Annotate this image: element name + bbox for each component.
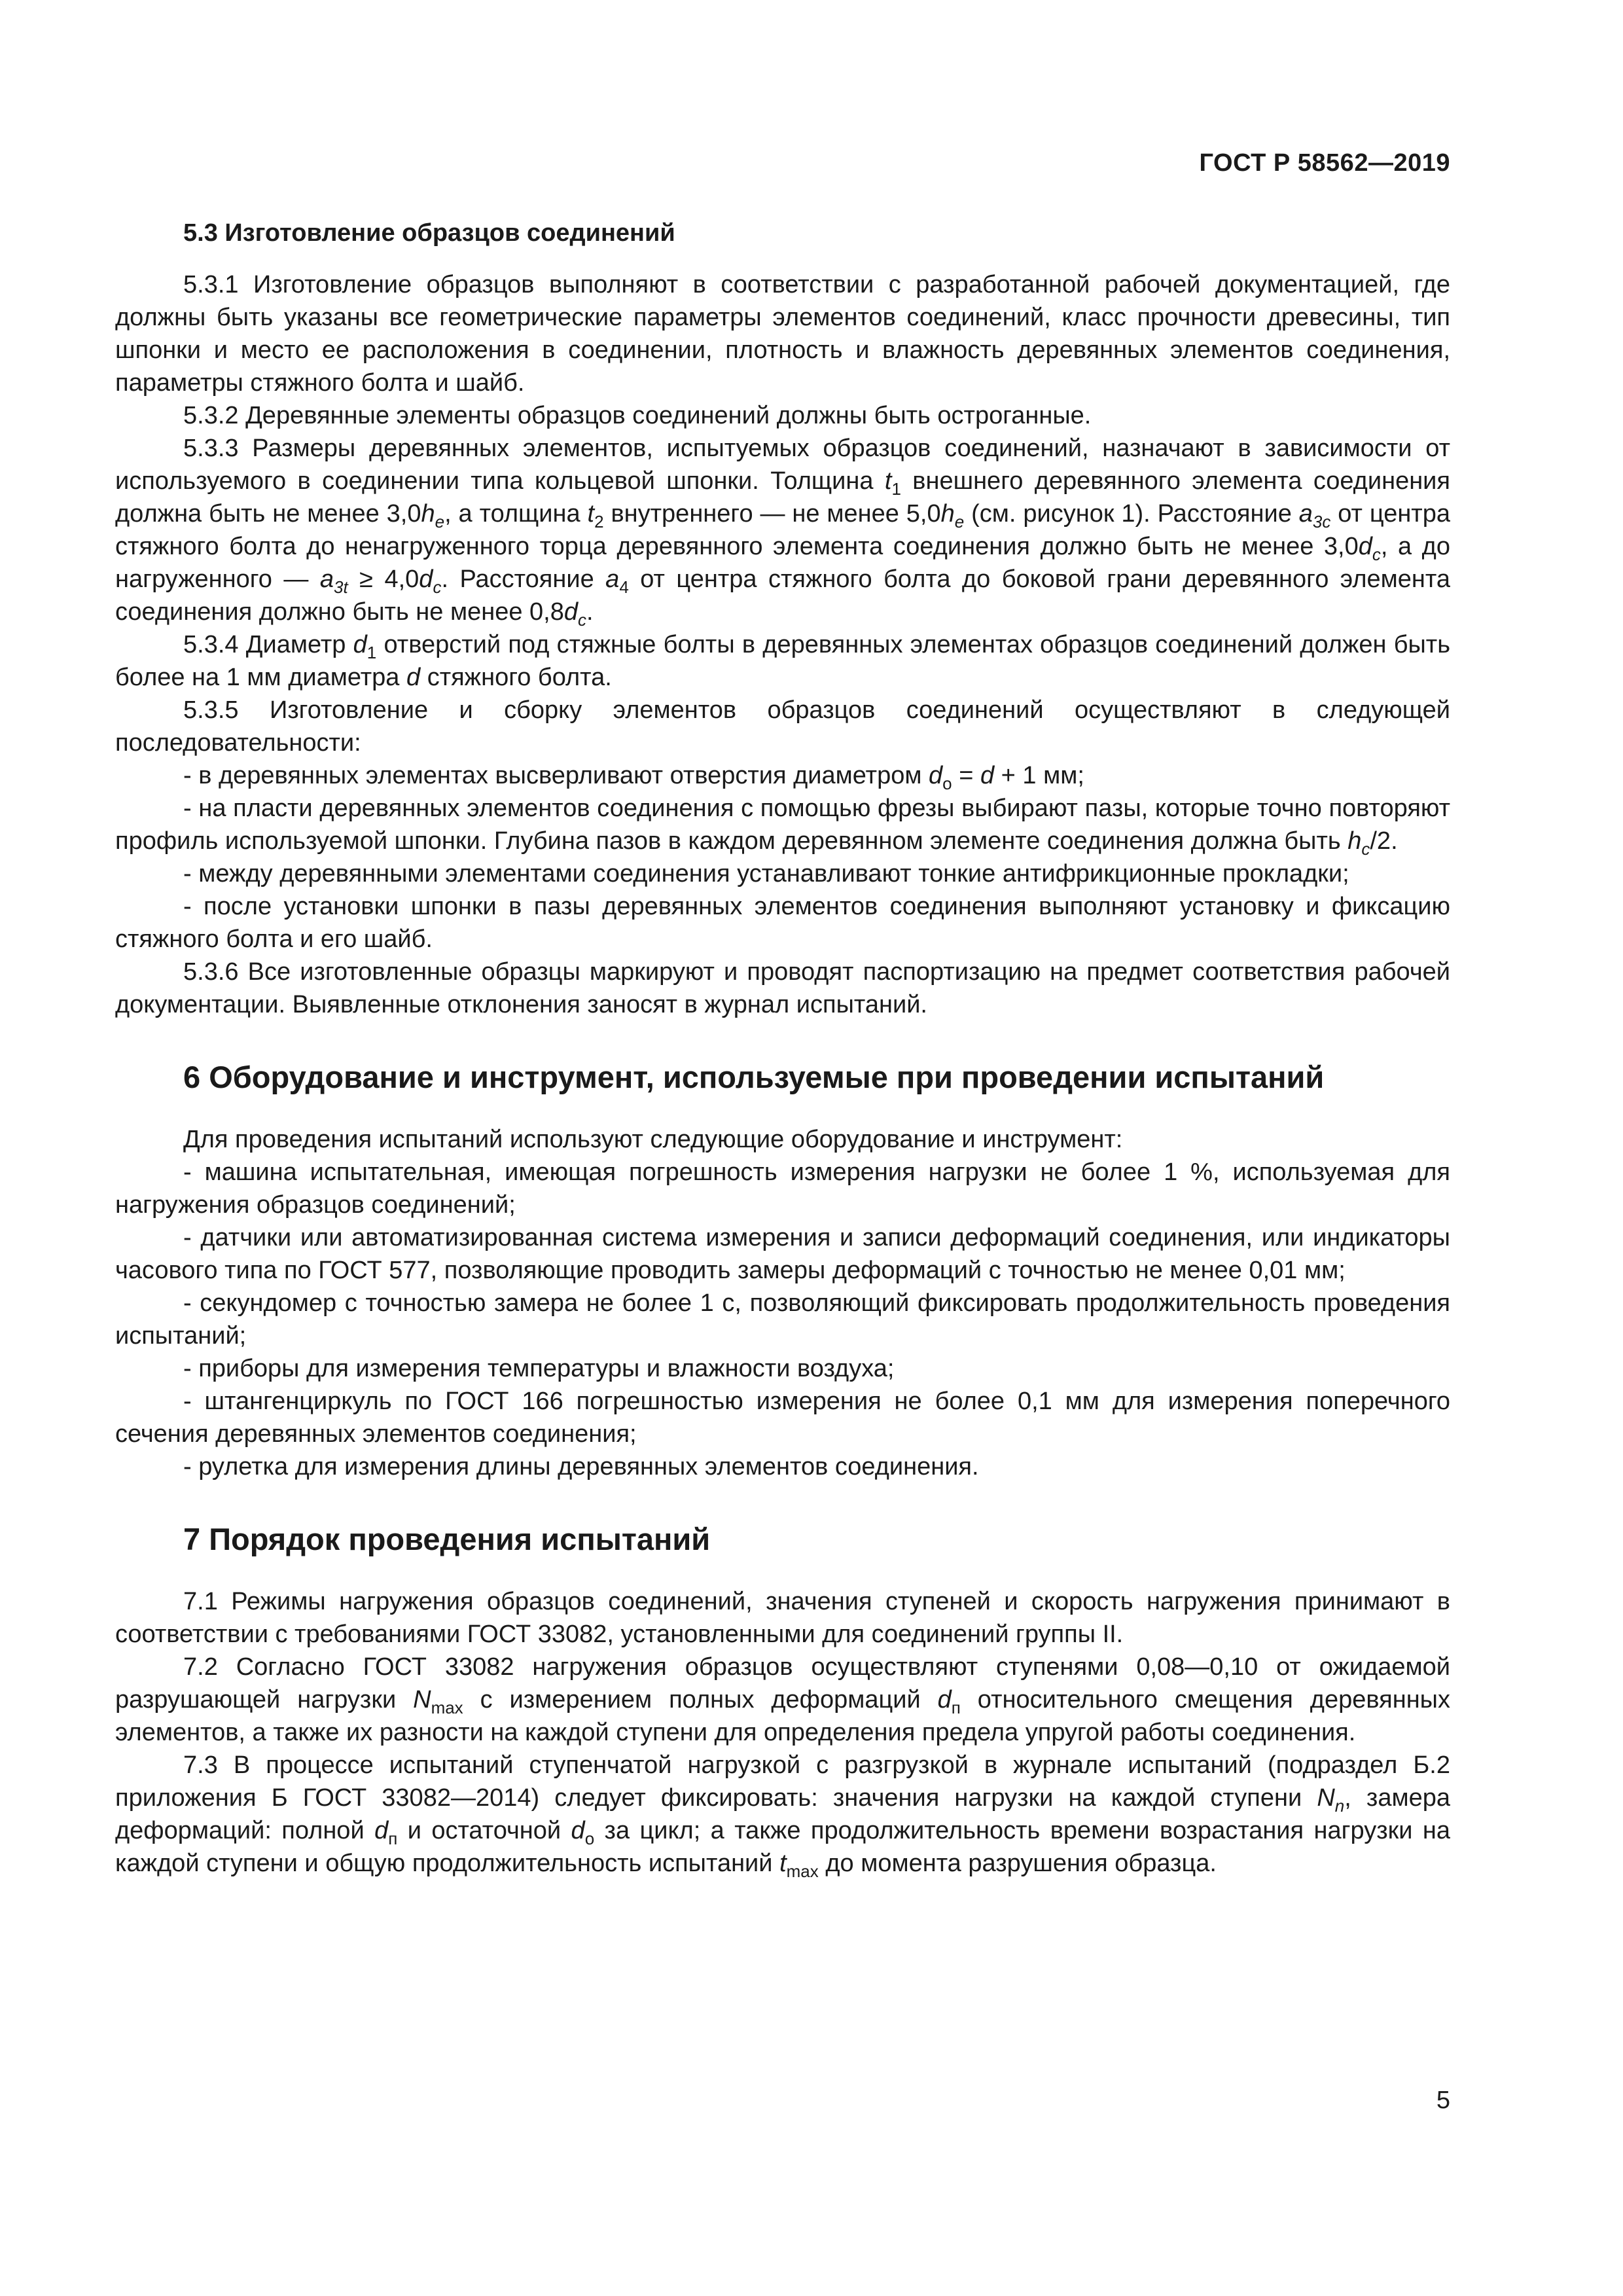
paragraph-7-3: 7.3 В процессе испытаний ступенчатой нагрузкой с разгрузкой в журнале испытаний (подраздел Б.2 приложения Б ГОСТ 33082—2014) следует фиксировать: значения нагрузки на каждой ступени $N_n$, замера деформаций: полной $d_п$ и остаточной $d_о$ за цикл; а также продолжительность времени возрастания нагрузки на каждой ступени и общую продолжительность испытаний $t_{max}$ до момента разрушения образца. bbox=[115, 1751, 1450, 1881]
paragraph-5-3-1: 5.3.1 Изготовление образцов выполняют в соответствии с разработанной рабочей документацией, где должны быть указаны все геометрические параметры элементов соединений, класс прочности древесины, тип шпонки и место ее расположения в соединении, плотность и влажность деревянных элементов соединения, параметры стяжного болта и шайб. bbox=[115, 271, 1450, 397]
list-item: - рулетка для измерения длины деревянных элементов соединения. bbox=[183, 1453, 979, 1480]
paragraph-7-2: 7.2 Согласно ГОСТ 33082 нагружения образцов осуществляют ступенями 0,08—0,10 от ожидаемой разрушающей нагрузки $N_{max}$ с измерением полных деформаций $d_п$ относительного смещения деревянных элементов, а также их разности на каждой ступени для определения предела упругой работы соединения. bbox=[115, 1653, 1450, 1746]
section-6-intro: Для проведения испытаний используют следующие оборудование и инструмент: bbox=[183, 1126, 1123, 1153]
page-number: 5 bbox=[1436, 2087, 1450, 2114]
list-item: - штангенциркуль по ГОСТ 166 погрешностью измерения не более 0,1 мм для измерения поперечного сечения деревянных элементов соединения; bbox=[115, 1388, 1450, 1448]
list-item: - на пласти деревянных элементов соединения с помощью фрезы выбирают пазы, которые точно повторяют профиль используемой шпонки. Глубина пазов в каждом деревянном элементе соединения должна быть $h_c/2$. bbox=[115, 795, 1450, 859]
paragraph-7-1: 7.1 Режимы нагружения образцов соединений, значения ступеней и скорость нагружения принимают в соответствии с требованиями ГОСТ 33082, установленными для соединений группы II. bbox=[115, 1588, 1450, 1648]
paragraph-5-3-5: 5.3.5 Изготовление и сборку элементов образцов соединений осуществляют в следующей последовательности: bbox=[115, 696, 1450, 757]
paragraph-5-3-6: 5.3.6 Все изготовленные образцы маркируют и проводят паспортизацию на предмет соответствия рабочей документации. Выявленные отклонения заносят в журнал испытаний. bbox=[115, 958, 1450, 1018]
list-item: - после установки шпонки в пазы деревянных элементов соединения выполняют установку и фиксацию стяжного болта и его шайб. bbox=[115, 893, 1450, 953]
document-body bbox=[115, 216, 1450, 1880]
list-item: - между деревянными элементами соединения устанавливают тонкие антифрикционные прокладки; bbox=[183, 860, 1349, 888]
section-title-7: 7 Порядок проведения испытаний bbox=[183, 1522, 711, 1556]
paragraph-5-3-2: 5.3.2 Деревянные элементы образцов соединений должны быть острoганные. bbox=[183, 402, 1092, 429]
document-code: ГОСТ Р 58562—2019 bbox=[1199, 149, 1450, 177]
list-item: - секундомер с точностью замера не более 1 с, позволяющий фиксировать продолжительность проведения испытаний; bbox=[115, 1289, 1450, 1350]
list-item: - в деревянных элементах высверливают отверстия диаметром $d_о = d + 1$ мм; bbox=[183, 762, 1084, 793]
paragraph-5-3-4: 5.3.4 Диаметр $d_1$ отверстий под стяжные болты в деревянных элементах образцов соединений должен быть более на 1 мм диаметра d стяжного болта. bbox=[115, 631, 1451, 691]
subsection-title-5-3: 5.3 Изготовление образцов соединений bbox=[183, 219, 675, 247]
list-item: - машина испытательная, имеющая погрешность измерения нагрузки не более 1 %, используемая для нагружения образцов соединений; bbox=[115, 1158, 1450, 1219]
list-item: - приборы для измерения температуры и влажности воздуха; bbox=[183, 1355, 895, 1382]
section-title-6: 6 Оборудование и инструмент, используемые при проведении испытаний bbox=[183, 1060, 1325, 1094]
list-item: - датчики или автоматизированная система измерения и записи деформаций соединения, или индикаторы часового типа по ГОСТ 577, позволяющие проводить замеры деформаций с точностью не менее 0,01 мм; bbox=[115, 1224, 1450, 1284]
paragraph-5-3-3: 5.3.3 Размеры деревянных элементов, испытуемых образцов соединений, назначают в зависимости от используемого в соединении типа кольцевой шпонки. Толщина $t_1$ внешнего деревянного элемента соединения должна быть не менее $3,0h_e$, а толщина $t_2$ внутреннего — не менее $5,0h_e$ (см. рисунок 1). Расстояние $a_{3c}$ от центра стяжного болта до ненагруженного торца деревянного элемента соединения должно быть не менее $3,0d_c$, а до нагруженного — $a_{3t} \ge 4,0d_c$. Расстояние $a_4$ от центра стяжного болта до боковой грани деревянного элемента соединения должно быть не менее $0,8d_c$. bbox=[115, 435, 1451, 630]
